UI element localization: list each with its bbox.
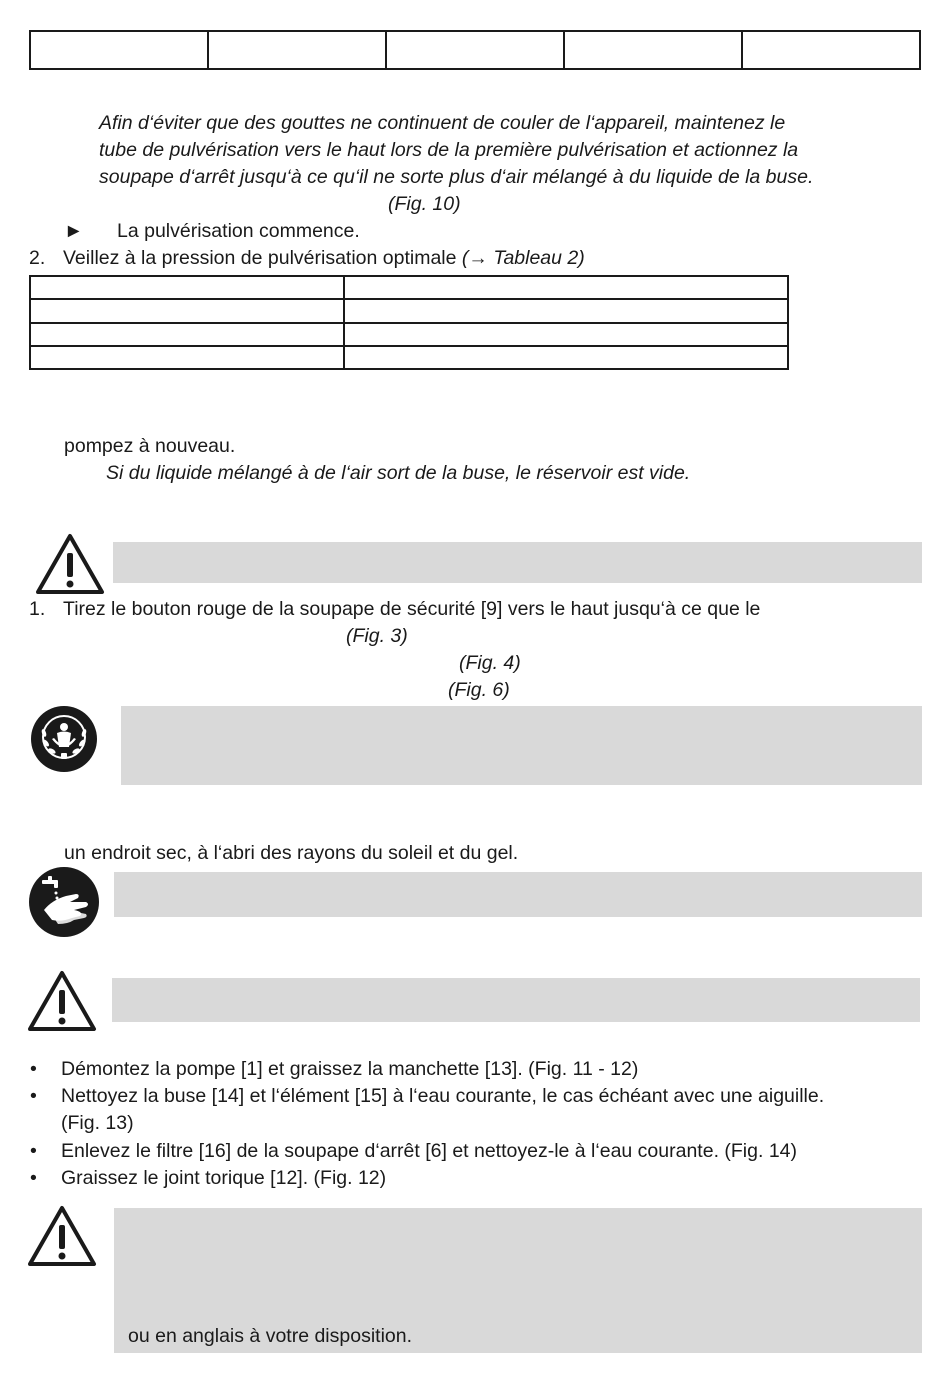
spray-note-fig: (Fig. 10) xyxy=(388,193,461,215)
step-text: Tirez le bouton rouge de la soupape de sécurité [9] vers le haut jusqu‘à ce que le xyxy=(63,598,761,620)
bullet-marker: • xyxy=(30,1085,37,1107)
environment-banner xyxy=(121,706,922,785)
list-item: Démontez la pompe [1] et graissez la manchette [13]. (Fig. 11 - 12) xyxy=(61,1058,639,1080)
hand-washing-icon xyxy=(28,866,100,938)
warning-banner xyxy=(112,978,920,1022)
warning-banner xyxy=(113,542,922,583)
table-reference: (→ Tableau 2) xyxy=(461,247,585,269)
table-cell xyxy=(344,299,788,322)
bullet-marker: • xyxy=(30,1167,37,1189)
pump-again-text: pompez à nouveau. xyxy=(64,435,236,457)
spray-note-line: soupape d‘arrêt jusqu‘à ce qu‘il ne sorte plus d‘air mélangé à du liquide de la buse. xyxy=(99,166,814,188)
figure-reference: (Fig. 6) xyxy=(448,679,510,701)
figure-reference: (Fig. 4) xyxy=(459,652,521,674)
pressure-table xyxy=(29,275,789,370)
table-row xyxy=(30,276,788,299)
bullet-marker: • xyxy=(30,1058,37,1080)
environment-emblem-icon xyxy=(30,705,98,773)
hygiene-banner xyxy=(114,872,922,917)
table-cell xyxy=(30,323,344,346)
bullet-marker: • xyxy=(30,1140,37,1162)
step-number: 1. xyxy=(29,598,46,620)
warning-triangle-icon xyxy=(35,533,105,595)
list-item-continuation: (Fig. 13) xyxy=(61,1112,134,1134)
top-table xyxy=(29,30,921,70)
result-text: La pulvérisation commence. xyxy=(117,220,360,242)
table-cell xyxy=(344,276,788,299)
top-table-cell xyxy=(386,31,564,69)
table-cell xyxy=(344,346,788,369)
top-table-cell xyxy=(564,31,742,69)
top-table-cell xyxy=(742,31,920,69)
service-info-box xyxy=(114,1208,922,1353)
table-row xyxy=(30,299,788,322)
table-cell xyxy=(344,323,788,346)
list-item: Enlevez le filtre [16] de la soupape d‘arrêt [6] et nettoyez-le à l‘eau courante. (Fig. 14) xyxy=(61,1140,798,1162)
list-item: Graissez le joint torique [12]. (Fig. 12) xyxy=(61,1167,387,1189)
step-text-main: Veillez à la pression de pulvérisation optimale xyxy=(63,247,462,269)
top-table-cell xyxy=(208,31,386,69)
warning-triangle-icon xyxy=(27,1205,97,1267)
spray-note-line: Afin d‘éviter que des gouttes ne continuent de couler de l‘appareil, maintenez le xyxy=(99,112,786,134)
step-text xyxy=(63,245,585,272)
list-item: Nettoyez la buse [14] et l‘élément [15] à l‘eau courante, le cas échéant avec une aiguille. xyxy=(61,1085,825,1107)
top-table-cell xyxy=(30,31,208,69)
spray-note-line: tube de pulvérisation vers le haut lors de la première pulvérisation et actionnez la xyxy=(99,139,799,161)
table-row xyxy=(30,323,788,346)
table-cell xyxy=(30,346,344,369)
table-row xyxy=(30,346,788,369)
table-cell xyxy=(30,276,344,299)
step-number: 2. xyxy=(29,247,46,269)
result-arrow: ► xyxy=(64,220,84,242)
empty-tank-note: Si du liquide mélangé à de l‘air sort de la buse, le réservoir est vide. xyxy=(106,462,691,484)
figure-reference: (Fig. 3) xyxy=(346,625,408,647)
table-cell xyxy=(30,299,344,322)
service-info-text: ou en anglais à votre disposition. xyxy=(128,1325,413,1347)
warning-triangle-icon xyxy=(27,970,97,1032)
storage-text: un endroit sec, à l‘abri des rayons du soleil et du gel. xyxy=(64,842,519,864)
